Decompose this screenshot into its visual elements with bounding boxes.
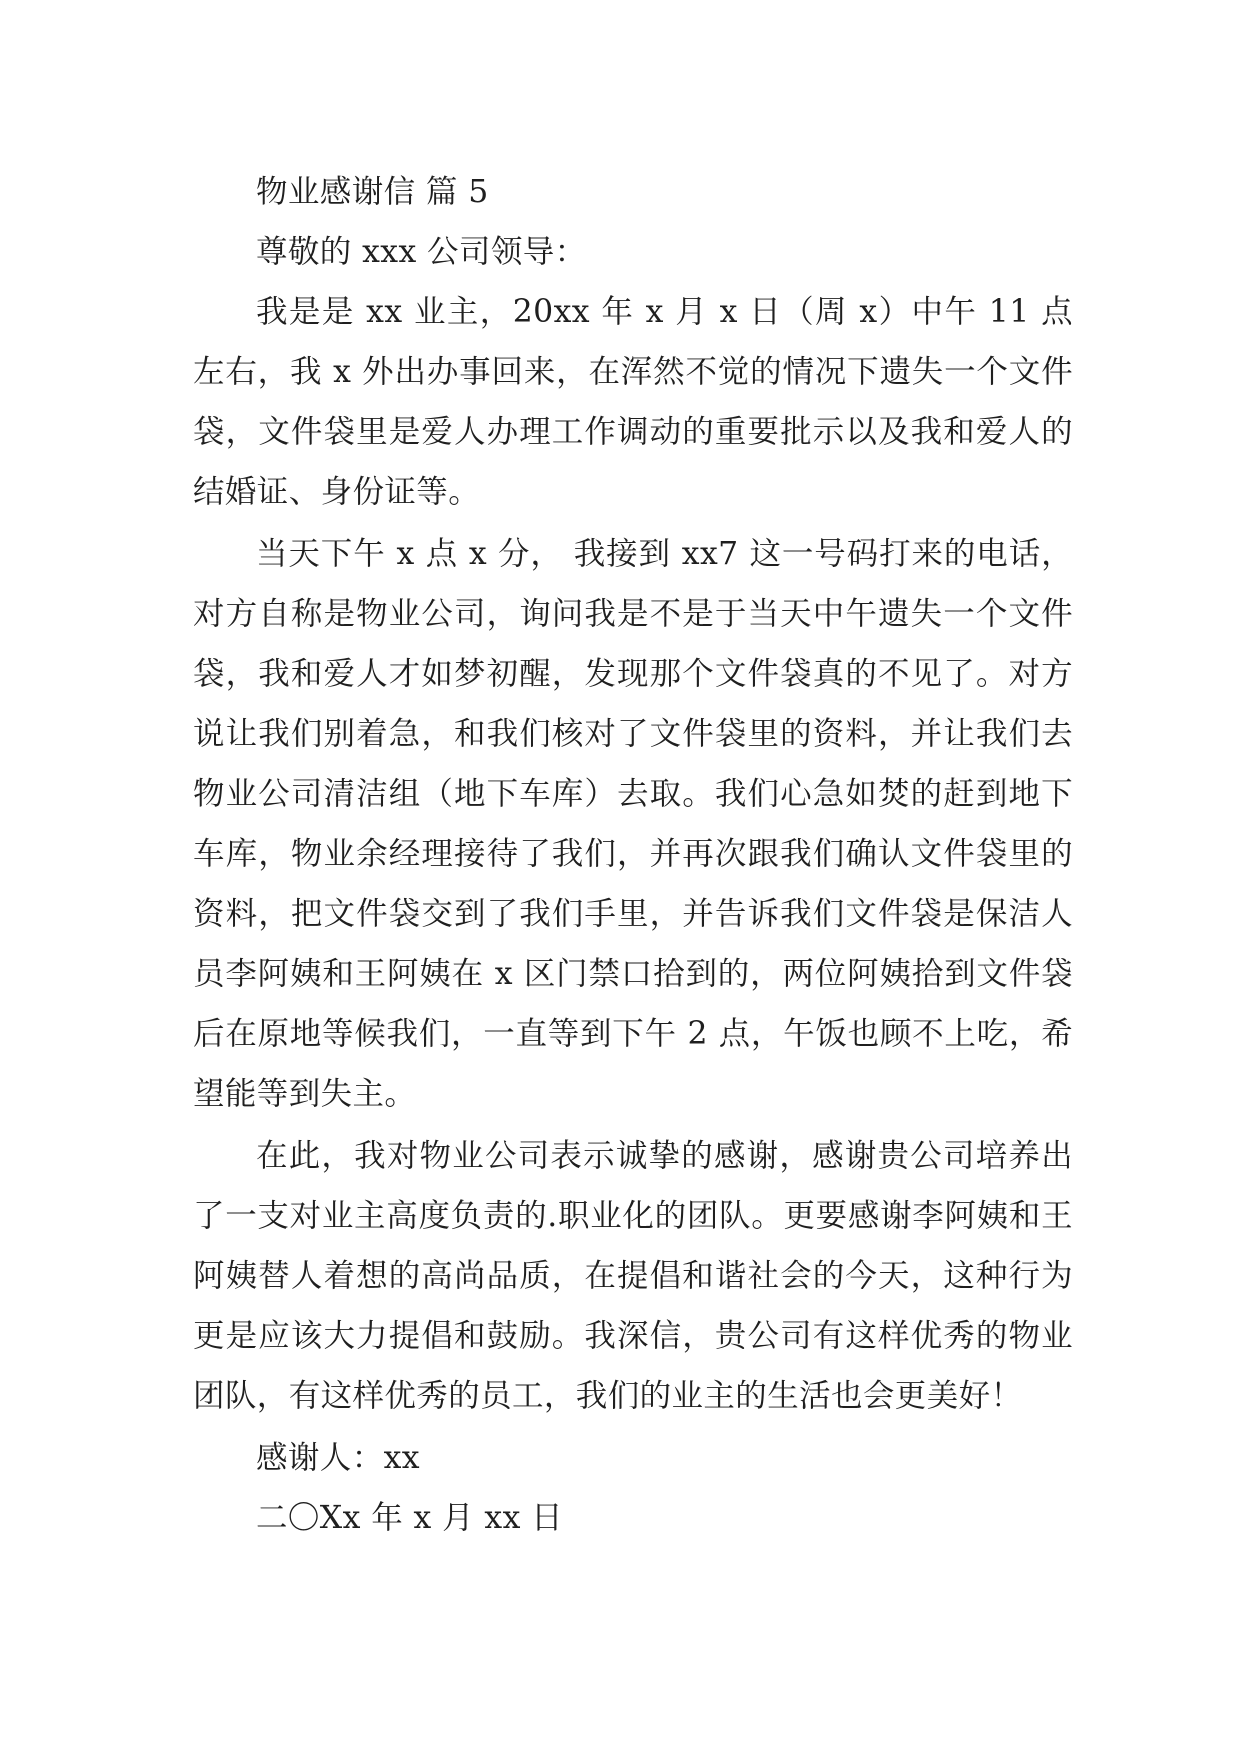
salutation: 尊敬的 xxx 公司领导： bbox=[256, 234, 587, 270]
letter-body bbox=[193, 162, 1073, 1548]
letter-date: 二〇Xx 年 x 月 xx 日 bbox=[256, 1500, 564, 1536]
paragraph-1: 我是是 xx 业主，20xx 年 x 月 x 日（周 x）中午 11 点左右，我 x 外出办事回来，在浑然不觉的情况下遗失一个文件袋，文件袋里是爱人办理工作调动的重要批示以及我和爱人的结婚证、身份证等。 bbox=[193, 294, 1073, 510]
paragraph-2: 当天下午 x 点 x 分， 我接到 xx7 这一号码打来的电话，对方自称是物业公司，询问我是不是于当天中午遗失一个文件袋，我和爱人才如梦初醒，发现那个文件袋真的不见了。对方说让我们别着急，和我们核对了文件袋里的资料，并让我们去物业公司清洁组（地下车库）去取。我们心急如焚的赶到地下车库，物业余经理接待了我们，并再次跟我们确认文件袋里的资料，把文件袋交到了我们手里，并告诉我们文件袋是保洁人员李阿姨和王阿姨在 x 区门禁口拾到的，两位阿姨拾到文件袋后在原地等候我们，一直等到下午 2 点，午饭也顾不上吃，希望能等到失主。 bbox=[193, 536, 1073, 1112]
signature: 感谢人：xx bbox=[256, 1440, 420, 1476]
paragraph-3: 在此，我对物业公司表示诚挚的感谢，感谢贵公司培养出了一支对业主高度负责的.职业化的团队。更要感谢李阿姨和王阿姨替人着想的高尚品质，在提倡和谐社会的今天，这种行为更是应该大力提倡和鼓励。我深信，贵公司有这样优秀的物业团队，有这样优秀的员工，我们的业主的生活也会更美好！ bbox=[193, 1138, 1073, 1414]
document-title: 物业感谢信 篇 5 bbox=[256, 174, 489, 210]
